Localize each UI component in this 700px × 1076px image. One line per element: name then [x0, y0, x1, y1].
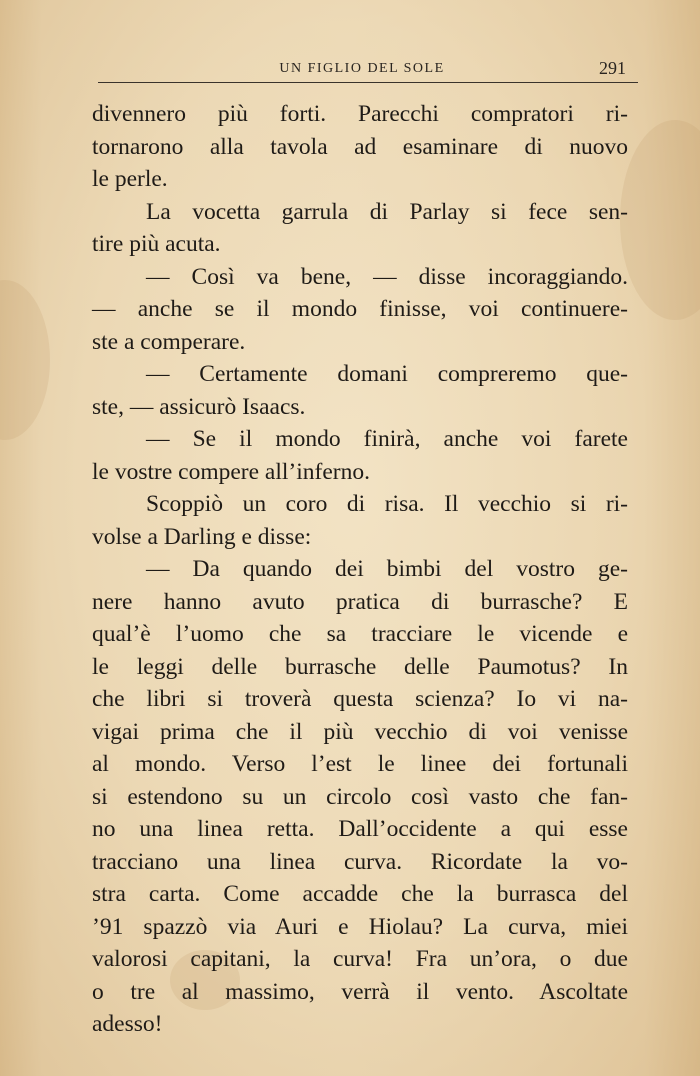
text-line: ste, — assicurò Isaacs.: [92, 393, 306, 420]
text-line: vigai prima che il più vecchio di voi venisse: [92, 718, 628, 745]
text-line: qual’è l’uomo che sa tracciare le vicende e: [92, 621, 628, 647]
body-text: [92, 98, 628, 1041]
text-line: tracciano una linea curva. Ricordate la vo-: [92, 848, 628, 875]
text-line: tire più acuta.: [92, 231, 221, 257]
text-line: che libri si troverà questa scienza? Io vi na-: [92, 686, 628, 712]
page-header: [92, 58, 632, 80]
text-line: — anche se il mondo finisse, voi continuere-: [92, 296, 628, 322]
paper-stain: [620, 120, 700, 320]
text-line: La vocetta garrula di Parlay si fece sen-: [146, 198, 628, 225]
text-line: stra carta. Come accadde che la burrasca del: [92, 881, 628, 907]
text-line: — Da quando dei bimbi del vostro ge-: [146, 556, 628, 582]
text-line: — Se il mondo finirà, anche voi farete: [146, 426, 628, 452]
text-line: o tre al massimo, verrà il vento. Ascoltate: [92, 978, 628, 1005]
text-line: volse a Darling e disse:: [92, 523, 312, 550]
paper-stain: [0, 280, 50, 440]
text-line: divennero più forti. Parecchi compratori ri-: [92, 101, 628, 127]
text-line: si estendono su un circolo così vasto che fan-: [92, 783, 628, 810]
text-line: ’91 spazzò via Auri e Hiolau? La curva, miei: [92, 913, 628, 940]
text-line: al mondo. Verso l’est le linee dei fortunali: [92, 751, 628, 777]
text-line: adesso!: [92, 1011, 163, 1037]
text-line: le vostre compere all’inferno.: [92, 458, 370, 485]
text-line: tornarono alla tavola ad esaminare di nuovo: [92, 133, 628, 160]
text-line: Scoppiò un coro di risa. Il vecchio si ri-: [146, 491, 628, 517]
text-line: no una linea retta. Dall’occidente a qui esse: [92, 816, 628, 842]
text-line: ste a comperare.: [92, 328, 246, 355]
text-line: nere hanno avuto pratica di burrasche? E: [92, 588, 628, 615]
running-title: UN FIGLIO DEL SOLE: [279, 61, 445, 76]
page-number: 291: [599, 58, 626, 78]
text-line: valorosi capitani, la curva! Fra un’ora, o due: [92, 946, 628, 972]
text-line: le perle.: [92, 166, 168, 192]
text-line: — Certamente domani compreremo que-: [146, 361, 628, 387]
text-line: le leggi delle burrasche delle Paumotus? In: [92, 653, 628, 680]
header-rule: [98, 82, 638, 83]
text-line: — Così va bene, — disse incoraggiando.: [146, 263, 628, 290]
